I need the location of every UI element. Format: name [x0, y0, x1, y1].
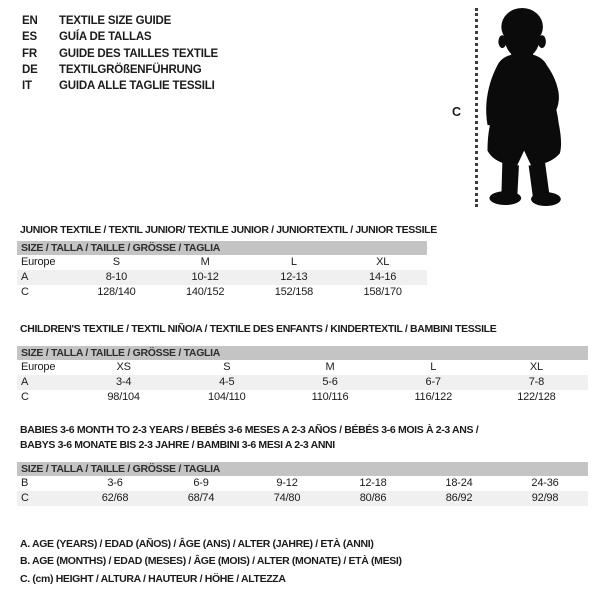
table-row-europe: [17, 255, 427, 270]
table-cell: XL: [529, 361, 543, 373]
table-cell: 12-13: [280, 271, 308, 283]
row-label: A: [21, 376, 29, 388]
row-label: Europe: [21, 361, 56, 373]
table-row-height: [17, 491, 588, 506]
guide-title-es: GUÍA DE TALLAS: [59, 31, 152, 44]
children-size-table: [17, 346, 588, 405]
row-label: C: [21, 286, 29, 298]
table-cell: 9-12: [276, 477, 298, 489]
table-cell: 4-5: [219, 376, 235, 388]
table-cell: 74/80: [273, 492, 301, 504]
children-table-title: CHILDREN'S TEXTILE / TEXTIL NIÑO/A / TEXTILE DES ENFANTS / KINDERTEXTIL / BAMBINI TESSILE: [20, 323, 497, 335]
table-cell: 5-6: [322, 376, 338, 388]
language-row-fr: [22, 46, 218, 62]
row-label: B: [21, 477, 29, 489]
table-cell: 14-16: [369, 271, 397, 283]
table-cell: 68/74: [187, 492, 215, 504]
table-cell: XL: [376, 256, 390, 268]
table-cell: 6-7: [425, 376, 441, 388]
table-cell: 18-24: [445, 477, 473, 489]
guide-title-fr: GUIDE DES TAILLES TEXTILE: [59, 47, 218, 60]
table-cell: 110/116: [311, 391, 349, 403]
language-row-en: [22, 13, 218, 29]
table-row-age-months: [17, 476, 588, 491]
table-cell: 104/110: [208, 391, 246, 403]
table-cell: S: [112, 256, 120, 268]
legend-line-c: C. (cm) HEIGHT / ALTURA / HAUTEUR / HÖHE / ALTEZZA: [20, 572, 286, 585]
table-cell: 98/104: [107, 391, 140, 403]
row-label: C: [21, 391, 29, 403]
height-label-c: C: [452, 105, 462, 119]
guide-title-de: TEXTILGRÖßENFÜHRUNG: [59, 64, 202, 77]
babies-title-line-2: BABYS 3-6 MONATE BIS 2-3 JAHRE / BAMBINI 3-6 MESI A 2-3 ANNI: [20, 439, 335, 451]
babies-table-title: [20, 423, 478, 453]
table-cell: 24-36: [531, 477, 559, 489]
table-cell: M: [200, 256, 210, 268]
table-cell: 140/152: [185, 286, 225, 298]
language-code: IT: [22, 80, 32, 93]
guide-title-it: GUIDA ALLE TAGLIE TESSILI: [59, 80, 215, 93]
table-row-age: [17, 270, 427, 285]
table-cell: 116/122: [414, 391, 452, 403]
table-row-height: [17, 285, 427, 300]
measurement-legend: [20, 536, 402, 588]
table-cell: 12-18: [359, 477, 387, 489]
table-row-europe: [17, 360, 588, 375]
table-cell: 80/86: [359, 492, 387, 504]
table-cell: 92/98: [531, 492, 559, 504]
table-cell: 3-6: [107, 477, 123, 489]
table-row-height: [17, 390, 588, 405]
table-cell: 10-12: [191, 271, 219, 283]
table-cell: M: [325, 361, 335, 373]
language-code: DE: [22, 64, 38, 77]
table-cell: XS: [116, 361, 131, 373]
junior-size-table: [17, 241, 427, 300]
row-label: A: [21, 271, 29, 283]
size-header-bar: SIZE / TALLA / TAILLE / GRÖSSE / TAGLIA: [17, 462, 588, 476]
language-code: ES: [22, 31, 37, 44]
table-cell: 7-8: [528, 376, 545, 388]
legend-line-b: B. AGE (MONTHS) / EDAD (MESES) / ÂGE (MOIS) / ALTER (MONATE) / ETÀ (MESI): [20, 555, 402, 568]
language-row-es: [22, 29, 218, 45]
row-label: Europe: [21, 256, 56, 268]
size-header-bar: SIZE / TALLA / TAILLE / GRÖSSE / TAGLIA: [17, 241, 427, 255]
table-cell: 122/128: [517, 391, 556, 403]
table-row-age: [17, 375, 588, 390]
table-cell: 62/68: [101, 492, 129, 504]
table-cell: 6-9: [193, 477, 209, 489]
table-cell: 152/158: [274, 286, 314, 298]
junior-table-title: JUNIOR TEXTILE / TEXTIL JUNIOR/ TEXTILE JUNIOR / JUNIORTEXTIL / JUNIOR TESSILE: [20, 224, 437, 236]
height-measure-line: [475, 8, 478, 207]
language-code: FR: [22, 47, 37, 60]
guide-title-en: TEXTILE SIZE GUIDE: [59, 15, 172, 28]
language-code: EN: [22, 15, 38, 28]
table-cell: L: [430, 361, 437, 373]
table-cell: S: [223, 361, 231, 373]
legend-line-a: A. AGE (YEARS) / EDAD (AÑOS) / ÂGE (ANS) / ALTER (JAHRE) / ETÀ (ANNI): [20, 538, 374, 550]
table-cell: L: [290, 256, 297, 268]
language-list: [22, 13, 218, 94]
table-cell: 8-10: [105, 271, 127, 283]
row-label: C: [21, 492, 29, 504]
table-cell: 86/92: [445, 492, 473, 504]
baby-silhouette-icon: [482, 3, 592, 209]
language-row-it: [22, 78, 218, 94]
babies-size-table: [17, 462, 588, 506]
language-row-de: [22, 62, 218, 78]
table-cell: 3-4: [115, 376, 132, 388]
table-cell: 128/140: [97, 286, 136, 298]
size-header-bar: SIZE / TALLA / TAILLE / GRÖSSE / TAGLIA: [17, 346, 588, 360]
table-cell: 158/170: [363, 286, 402, 298]
babies-title-line-1: BABIES 3-6 MONTH TO 2-3 YEARS / BEBÉS 3-6 MESES A 2-3 AÑOS / BÉBÉS 3-6 MOIS À 2-3 ANS /: [20, 424, 479, 436]
